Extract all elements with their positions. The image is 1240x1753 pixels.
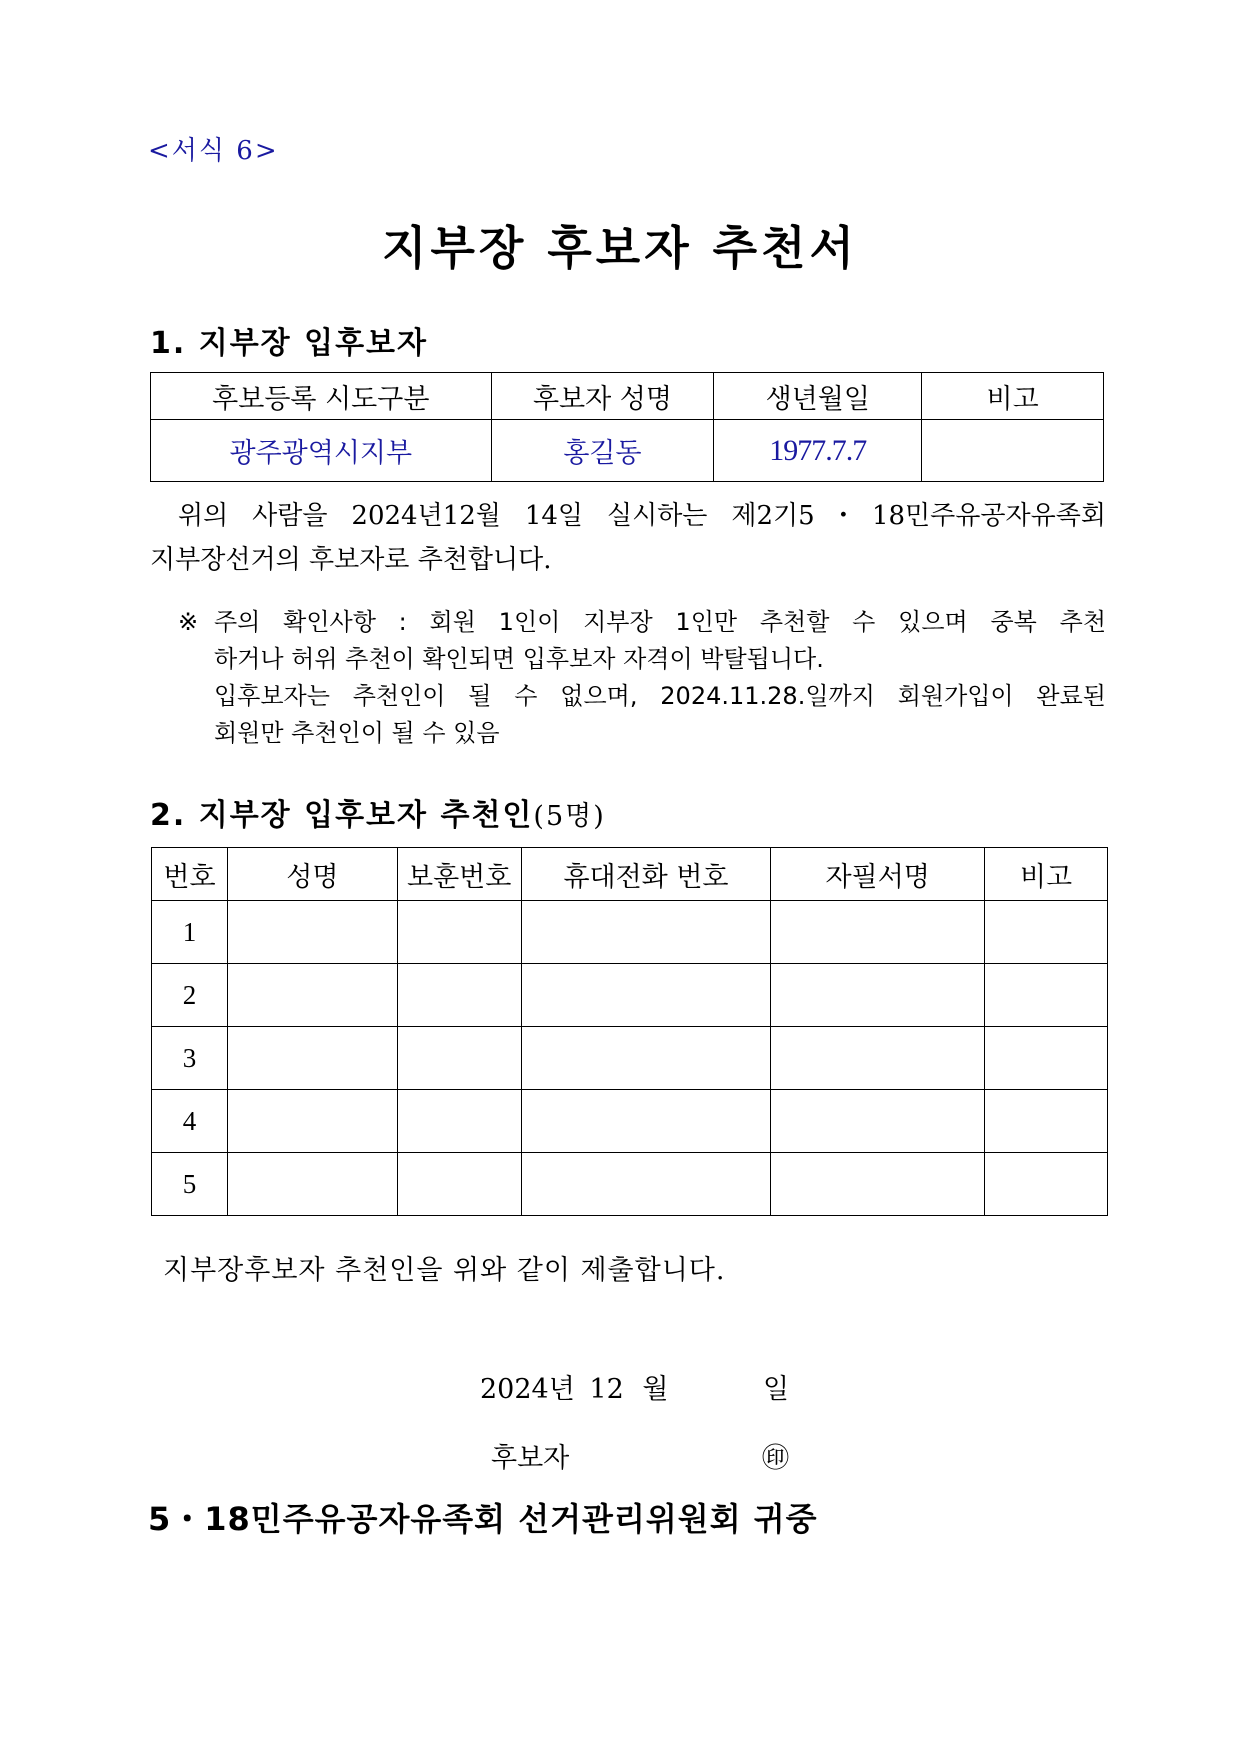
row-number: 3: [152, 1027, 228, 1090]
veteran-number-cell[interactable]: [397, 901, 521, 964]
candidate-table: [150, 372, 1104, 482]
recommender-table: [151, 847, 1108, 1216]
phone-cell[interactable]: [521, 1090, 771, 1153]
submit-statement: 지부장후보자 추천인을 위와 같이 제출합니다.: [163, 1255, 726, 1286]
section2-title: 2. 지부장 입후보자 추천인: [150, 798, 534, 833]
table-row: [152, 1027, 1108, 1090]
table-row: [152, 1090, 1108, 1153]
date-line: [480, 1367, 789, 1406]
seal-icon: ㊞: [762, 1443, 789, 1474]
header-veteran-number: 보훈번호: [397, 848, 521, 901]
phone-cell[interactable]: [521, 901, 771, 964]
date-month: 월: [642, 1374, 669, 1405]
header-remarks: 비고: [922, 373, 1104, 420]
header-number: 번호: [152, 848, 228, 901]
candidate-name[interactable]: 홍길동: [491, 420, 714, 482]
phone-cell[interactable]: [521, 1153, 771, 1216]
row-number: 2: [152, 964, 228, 1027]
signature-cell[interactable]: [771, 1153, 985, 1216]
section2-count: (5명): [533, 801, 606, 832]
veteran-number-cell[interactable]: [397, 964, 521, 1027]
name-cell[interactable]: [227, 1153, 397, 1216]
recommender-table-header: [152, 848, 1108, 901]
notice-line-3: 입후보자는 추천인이 될 수 없으며, 2024.11.28.일까지 회원가입이 완료된: [214, 682, 1106, 710]
candidate-remarks[interactable]: [922, 420, 1104, 482]
notice-block: [178, 604, 1106, 752]
document-title: 지부장 후보자 추천서: [382, 221, 858, 275]
row-number: 1: [152, 901, 228, 964]
header-region: 후보등록 시도구분: [151, 373, 492, 420]
section2-heading: [150, 790, 606, 834]
statement-line-2: 지부장선거의 후보자로 추천합니다.: [150, 545, 552, 575]
remarks-cell[interactable]: [985, 1153, 1108, 1216]
remarks-cell[interactable]: [985, 901, 1108, 964]
row-number: 4: [152, 1090, 228, 1153]
notice-line-1: 주의 확인사항 : 회원 1인이 지부장 1인만 추천할 수 있으며 중복 추천: [214, 608, 1106, 636]
signature-label: 후보자: [491, 1443, 570, 1474]
veteran-number-cell[interactable]: [397, 1153, 521, 1216]
table-row: [152, 964, 1108, 1027]
candidate-table-header: [151, 373, 1104, 420]
veteran-number-cell[interactable]: [397, 1027, 521, 1090]
candidate-birthdate[interactable]: 1977.7.7: [714, 420, 922, 482]
header-remarks: 비고: [985, 848, 1108, 901]
name-cell[interactable]: [227, 1090, 397, 1153]
header-phone: 휴대전화 번호: [521, 848, 771, 901]
veteran-number-cell[interactable]: [397, 1090, 521, 1153]
row-number: 5: [152, 1153, 228, 1216]
header-signature: 자필서명: [771, 848, 985, 901]
header-birthdate: 생년월일: [714, 373, 922, 420]
statement-paragraph: [150, 494, 1106, 582]
addressee: 5・18민주유공자유족회 선거관리위원회 귀중: [148, 1500, 818, 1538]
candidate-table-row: [151, 420, 1104, 482]
remarks-cell[interactable]: [985, 1027, 1108, 1090]
signature-cell[interactable]: [771, 1090, 985, 1153]
date-year: 2024년: [480, 1374, 575, 1405]
section1-heading: 1. 지부장 입후보자: [150, 326, 429, 361]
name-cell[interactable]: [227, 901, 397, 964]
table-row: [152, 901, 1108, 964]
remarks-cell[interactable]: [985, 964, 1108, 1027]
header-candidate-name: 후보자 성명: [491, 373, 714, 420]
candidate-region[interactable]: 광주광역시지부: [151, 420, 492, 482]
phone-cell[interactable]: [521, 1027, 771, 1090]
remarks-cell[interactable]: [985, 1090, 1108, 1153]
notice-line-4: 회원만 추천인이 될 수 있음: [214, 719, 500, 747]
reference-mark-icon: ※: [178, 608, 199, 636]
notice-line-2: 하거나 허위 추천이 확인되면 입후보자 자격이 박탈됩니다.: [214, 645, 824, 673]
signature-cell[interactable]: [771, 1027, 985, 1090]
date-day: 일: [763, 1374, 790, 1405]
statement-line-1: 위의 사람을 2024년12월 14일 실시하는 제2기5・18민주유공자유족회: [178, 501, 1106, 531]
table-row: [152, 1153, 1108, 1216]
signature-cell[interactable]: [771, 964, 985, 1027]
name-cell[interactable]: [227, 1027, 397, 1090]
date-month-number: 12: [589, 1374, 624, 1405]
name-cell[interactable]: [227, 964, 397, 1027]
form-number: <서식 6>: [148, 136, 279, 166]
header-name: 성명: [227, 848, 397, 901]
phone-cell[interactable]: [521, 964, 771, 1027]
signature-cell[interactable]: [771, 901, 985, 964]
